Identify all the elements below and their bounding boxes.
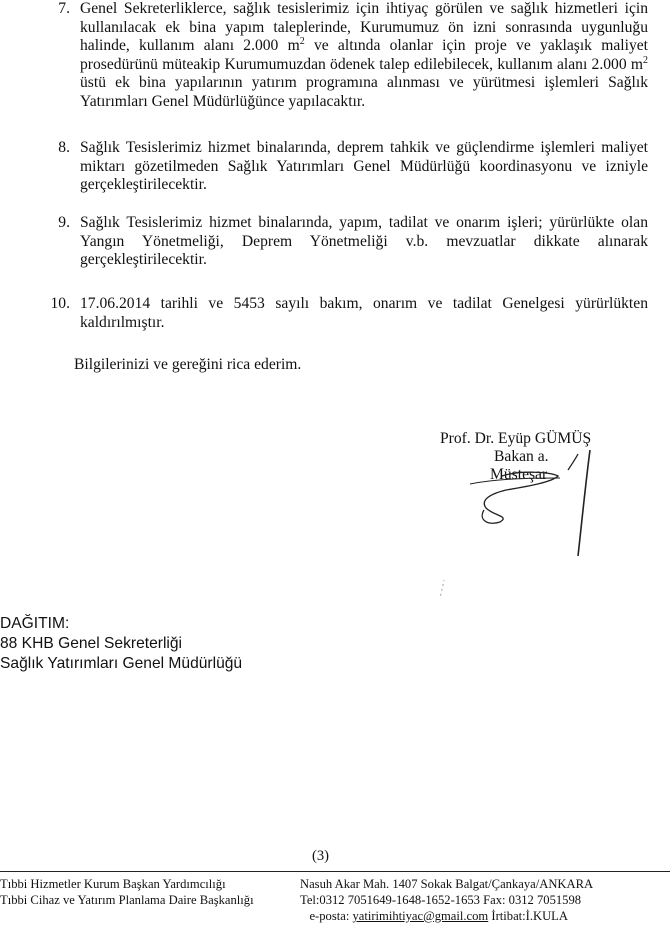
distribution-list	[0, 614, 242, 674]
list-item-8	[36, 139, 648, 195]
item-number: 8.	[58, 139, 70, 156]
page-number: (3)	[312, 848, 330, 864]
footer-contact	[300, 876, 593, 924]
footer-department-line: Tıbbi Hizmetler Kurum Başkan Yardımcılığı	[0, 877, 226, 891]
item-text: Sağlık Tesislerimiz hizmet binalarında, deprem tahkik ve güçlendirme işlemleri maliyet miktarı gözetilmeden Sağlık Yatırımları Genel Müdürlüğü koordinasyonu ve izniyle gerçekleştirilecektir.	[80, 139, 648, 194]
handwritten-signature	[440, 440, 640, 620]
footer-address: Nasuh Akar Mah. 1407 Sokak Balgat/Çankaya/ANKARA	[300, 877, 594, 891]
signatory-name: Prof. Dr. Eyüp GÜMÜŞ	[440, 430, 592, 447]
list-item-7	[36, 0, 648, 112]
item-text: Sağlık Tesislerimiz hizmet binalarında, yapım, tadilat ve onarım işleri; yürürlükte olan Yangın Yönetmeliği, Deprem Yönetmeliği v.b. mevzuatlar dikkate alınarak gerçekleştirilecektir.	[80, 214, 648, 269]
list-item-10	[36, 295, 648, 332]
item-text: 17.06.2014 tarihli ve 5453 sayılı bakım, onarım ve tadilat Genelgesi yürürlükten kaldırılmıştır.	[80, 295, 648, 331]
footer-departments	[0, 876, 254, 908]
distribution-line: Sağlık Yatırımları Genel Müdürlüğü	[0, 655, 243, 672]
closing-line: Bilgilerinizi ve gereğini rica ederim.	[74, 356, 302, 373]
item-number: 10.	[50, 295, 70, 312]
signatory-role: Müsteşar	[490, 466, 548, 483]
item-number: 7.	[58, 0, 70, 17]
footer-divider	[0, 871, 670, 872]
footer-phone: Tel:0312 7051649-1648-1652-1653 Fax: 0312 7051598	[300, 893, 582, 907]
list-item-9	[36, 214, 648, 270]
footer-department-line: Tıbbi Cihaz ve Yatırım Planlama Daire Başkanlığı	[0, 893, 254, 907]
item-number: 9.	[58, 214, 70, 231]
footer-email-line: e-posta: yatirimihtiyac@gmail.com İrtibat:İ.KULA	[309, 909, 568, 923]
item-text: Genel Sekreterliklerce, sağlık tesislerimiz için ihtiyaç görülen ve sağlık hizmetleri için kullanılacak ek bina yapım taleplerinde, Kurumumuz ön izni sonrasında uygunluğu halinde, kullanım alanı 2.000 $m^2$ ve altında olanlar için proje ve yaklaşık maliyet prosedürünü müteakip Kurumumuzdan ödenek talep edilebilecek, kullanım alanı 2.000 $m^2$ üstü ek bina yapılarının yatırım programına alınması ve yürütmesi işlemleri Sağlık Yatırımları Genel Müdürlüğünce yapılacaktır.	[80, 0, 648, 110]
distribution-line: 88 KHB Genel Sekreterliği	[0, 635, 183, 652]
email-link[interactable]: yatirimihtiyac@gmail.com	[352, 909, 489, 923]
distribution-heading: DAĞITIM:	[0, 615, 70, 632]
signatory-title: Bakan a.	[494, 448, 549, 465]
